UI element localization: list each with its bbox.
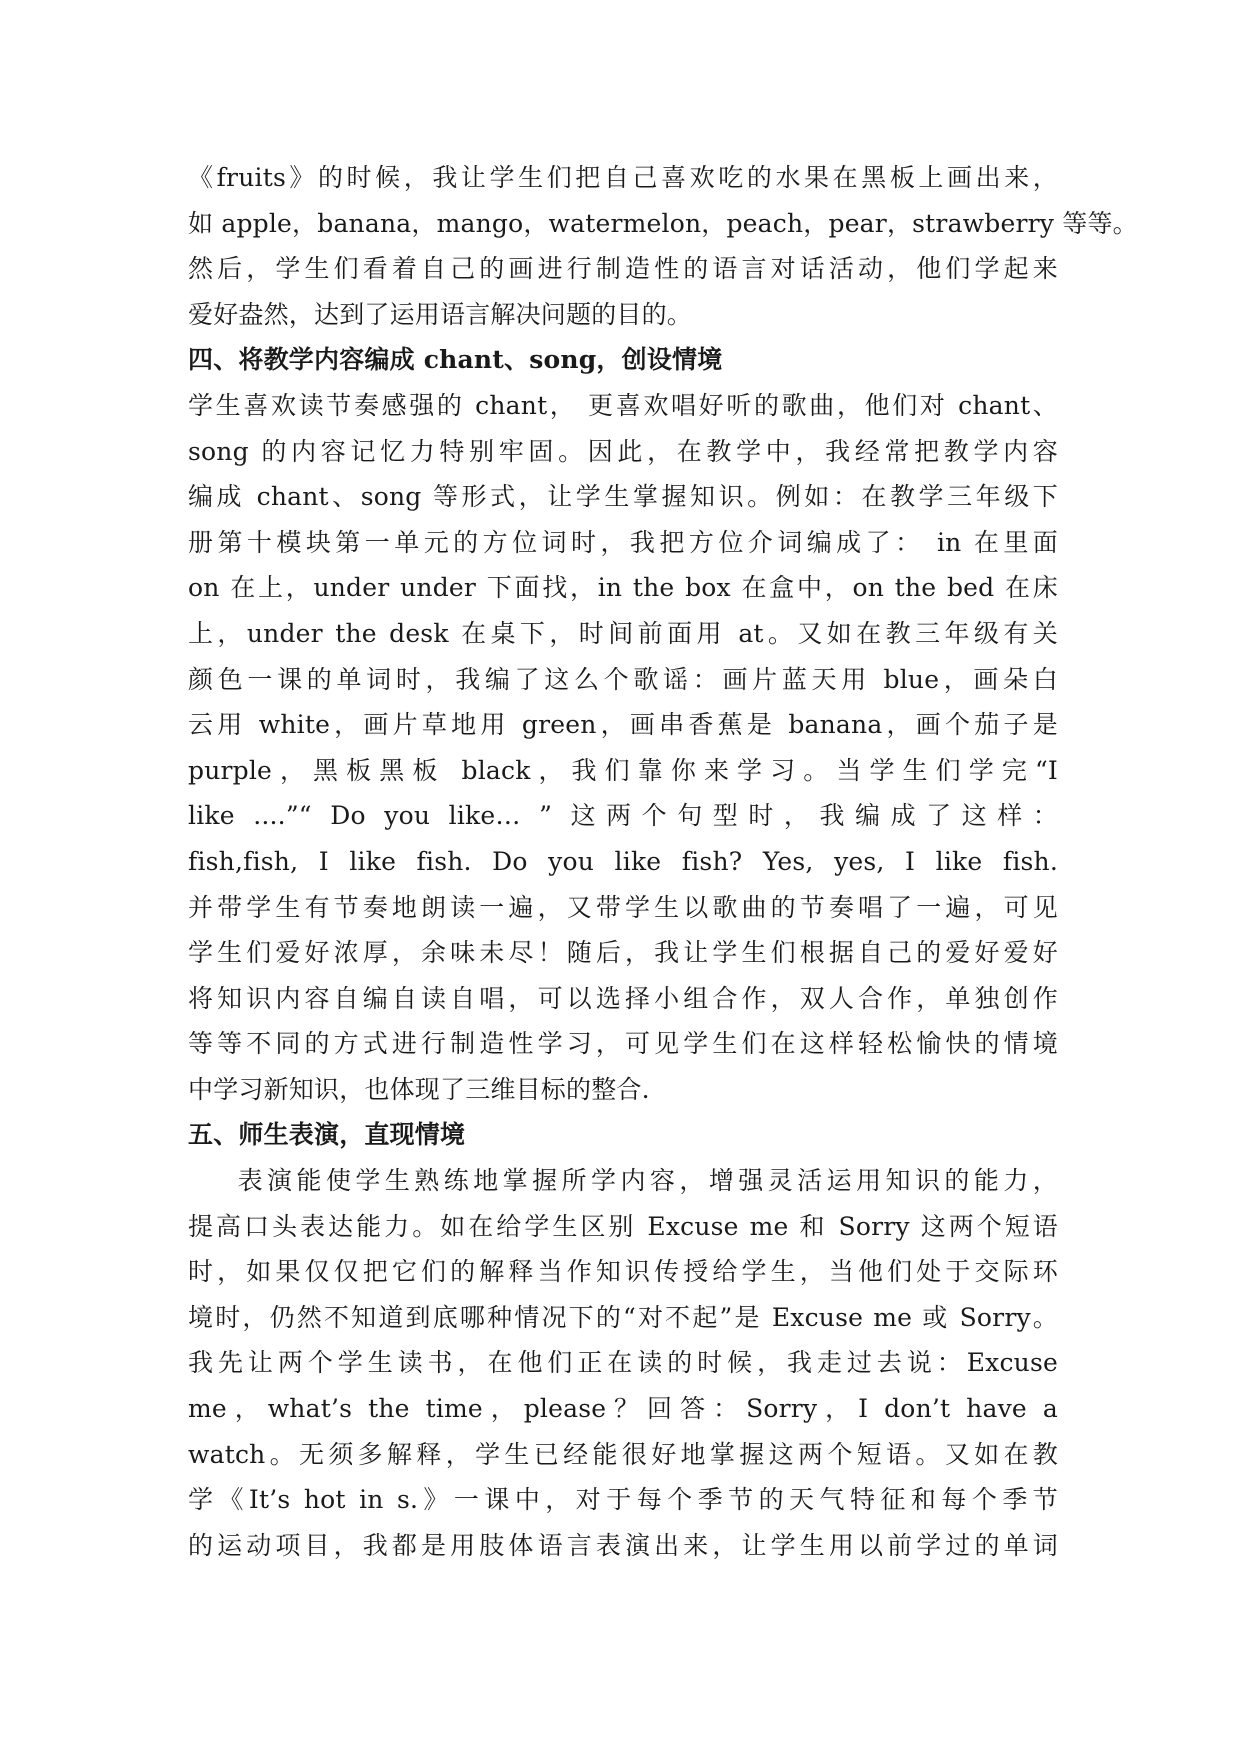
section-heading-text: 四、将教学内容编成 chant、song，创设情境: [188, 345, 723, 375]
text-line: 并带学生有节奏地朗读一遍，又带学生以歌曲的节奏唱了一遍，可见: [188, 892, 1058, 922]
text-line: 表演能使学生熟练地掌握所学内容，增强灵活运用知识的能力，: [188, 1166, 1058, 1196]
text-line: 时，如果仅仅把它们的解释当作知识传授给学生，当他们处于交际环: [188, 1257, 1058, 1287]
text-line: me，what’s the time，please？回答：Sorry，I don’t have a: [188, 1394, 1058, 1424]
text-line: 中学习新知识，也体现了三维目标的整合.: [188, 1074, 650, 1104]
text-line: watch。无须多解释，学生已经能很好地掌握这两个短语。又如在教: [188, 1439, 1058, 1469]
text-line: 我先让两个学生读书，在他们正在读的时候，我走过去说：Excuse: [188, 1348, 1058, 1378]
paragraph: [188, 383, 1058, 1113]
text-line: 学生喜欢读节奏感强的 chant， 更喜欢唱好听的歌曲，他们对 chant、: [188, 390, 1058, 420]
text-line: 提高口头表达能力。如在给学生区别 Excuse me 和 Sorry 这两个短语: [188, 1211, 1058, 1241]
text-line: on 在上，under under 下面找，in the box 在盒中，on the bed 在床: [188, 573, 1058, 603]
text-line: 《fruits》的时候，我让学生们把自己喜欢吃的水果在黑板上画出来，: [188, 163, 1058, 192]
text-line: purple，黑板黑板 black，我们靠你来学习。当学生们学完“I: [188, 755, 1058, 785]
text-line: 册第十模块第一单元的方位词时，我把方位介词编成了： in 在里面: [188, 527, 1058, 557]
text-line: 的运动项目，我都是用肢体语言表演出来，让学生用以前学过的单词: [188, 1530, 1058, 1560]
paragraph: [188, 1158, 1058, 1568]
text-line: 颜色一课的单词时，我编了这么个歌谣：画片蓝天用 blue，画朵白: [188, 664, 1058, 694]
text-line: 学《It’s hot in s.》一课中，对于每个季节的天气特征和每个季节: [188, 1485, 1058, 1515]
text-line: fish,fish, I like fish. Do you like fish? Yes, yes, I like fish.: [188, 846, 1058, 876]
text-line: 爱好盎然，达到了运用语言解决问题的目的。: [188, 299, 693, 329]
text-line: 等等不同的方式进行制造性学习，可见学生们在这样轻松愉快的情境: [188, 1029, 1058, 1059]
document-page: [188, 155, 1138, 1568]
section-heading: [188, 337, 1058, 383]
section-heading: [188, 1112, 1058, 1158]
text-line: 上，under the desk 在桌下，时间前面用 at。又如在教三年级有关: [188, 618, 1058, 648]
text-line: 学生们爱好浓厚，余味未尽！随后，我让学生们根据自己的爱好爱好: [188, 938, 1058, 968]
text-line: like ....”“ Do you like… ” 这两个句型时，我编成了这样：: [188, 801, 1058, 831]
text-line: song 的内容记忆力特别牢固。因此，在教学中，我经常把教学内容: [188, 436, 1058, 466]
paragraph: [188, 155, 1138, 337]
text-line: 境时，仍然不知道到底哪种情况下的“对不起”是 Excuse me 或 Sorry。: [188, 1302, 1058, 1332]
text-line: 将知识内容自编自读自唱，可以选择小组合作，双人合作，单独创作: [188, 983, 1058, 1013]
text-line: 云用 white，画片草地用 green，画串香蕉是 banana，画个茄子是: [188, 710, 1058, 740]
section-heading-text: 五、师生表演，直现情境: [188, 1120, 466, 1150]
text-line: 如 apple，banana，mango，watermelon，peach，pear，strawberry 等等。: [188, 208, 1138, 238]
text-line: 编成 chant、song 等形式，让学生掌握知识。例如：在教学三年级下: [188, 482, 1058, 512]
text-line: 然后，学生们看着自己的画进行制造性的语言对话活动，他们学起来: [188, 254, 1058, 284]
